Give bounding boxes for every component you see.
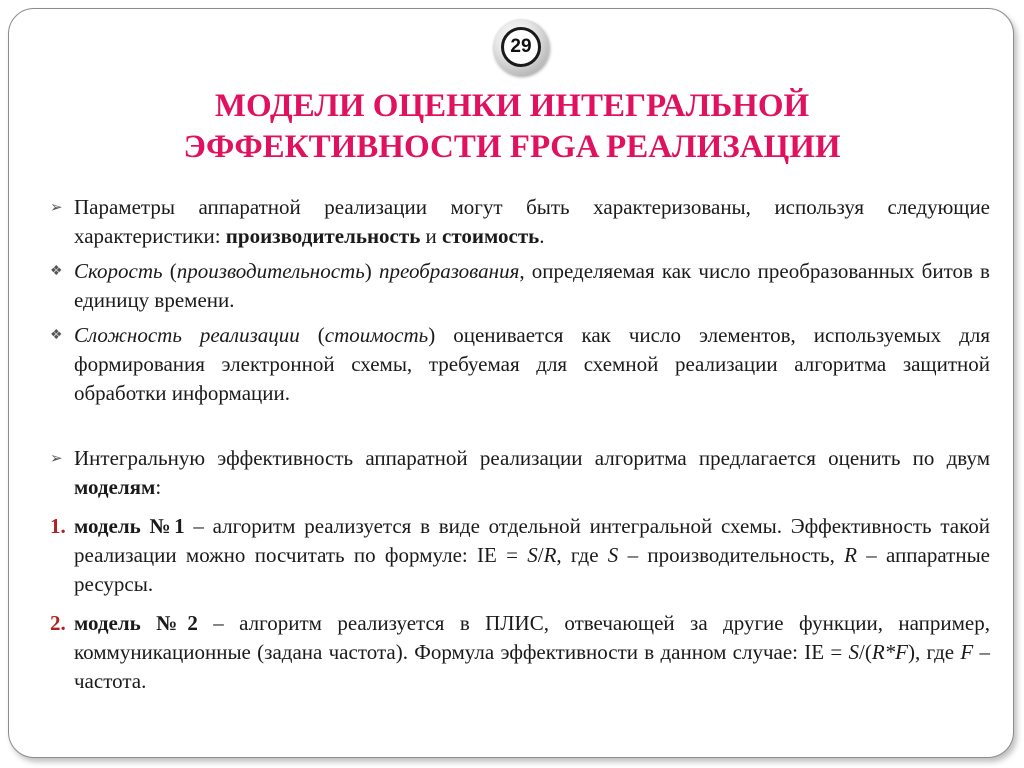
diamond-bullet-icon: ❖	[50, 264, 63, 279]
numbered-item-model-2: 2. модель №2 – алгоритм реализуется в ПЛИС, отвечающей за другие функции, например, коммуникационные (задана частота). Формула эффективности в данном случае: IE = S/(R*F), где F – частота.	[50, 611, 991, 693]
term-cost: стоимость	[442, 224, 540, 248]
arrow-bullet-icon: ➢	[50, 451, 63, 467]
numbered-item-model-1: 1. модель №1 – алгоритм реализуется в виде отдельной интегральной схемы. Эффективность такой реализации можно посчитать по формуле: IE = S/R, где S – производительность, R – аппаратные ресурсы.	[50, 514, 991, 596]
term-models: моделям	[74, 475, 156, 499]
title-line-2: ЭФФЕКТИВНОСТИ FPGA РЕАЛИЗАЦИИ	[183, 129, 841, 165]
arrow-bullet-icon: ➢	[50, 200, 63, 216]
slide-number: 29	[501, 27, 541, 67]
bullet-speed: ❖ Скорость (производительность) преобразования, определяемая как число преобразованных битов в единицу времени.	[50, 259, 990, 312]
slide-number-badge	[493, 19, 549, 75]
diamond-bullet-icon: ❖	[50, 328, 63, 343]
item-number: 2.	[50, 611, 66, 635]
bullet-complexity: ❖ Сложность реализации (стоимость) оценивается как число элементов, используемых для формирования электронной схемы, требуемая для схемной реализации алгоритма защитной обработки информации.	[50, 323, 990, 405]
term-performance: производительность	[225, 224, 421, 248]
bullet-parameters: ➢ Параметры аппаратной реализации могут быть характеризованы, используя следующие характеристики: производительность и стоимость.	[50, 195, 990, 248]
bullet-integral-efficiency: ➢ Интегральную эффективность аппаратной реализации алгоритма предлагается оценить по двум моделям:	[50, 446, 990, 499]
title-line-1: МОДЕЛИ ОЦЕНКИ ИНТЕГРАЛЬНОЙ	[214, 88, 810, 124]
slide-title	[40, 86, 984, 168]
slide-body	[50, 193, 990, 696]
item-number: 1.	[50, 514, 66, 538]
